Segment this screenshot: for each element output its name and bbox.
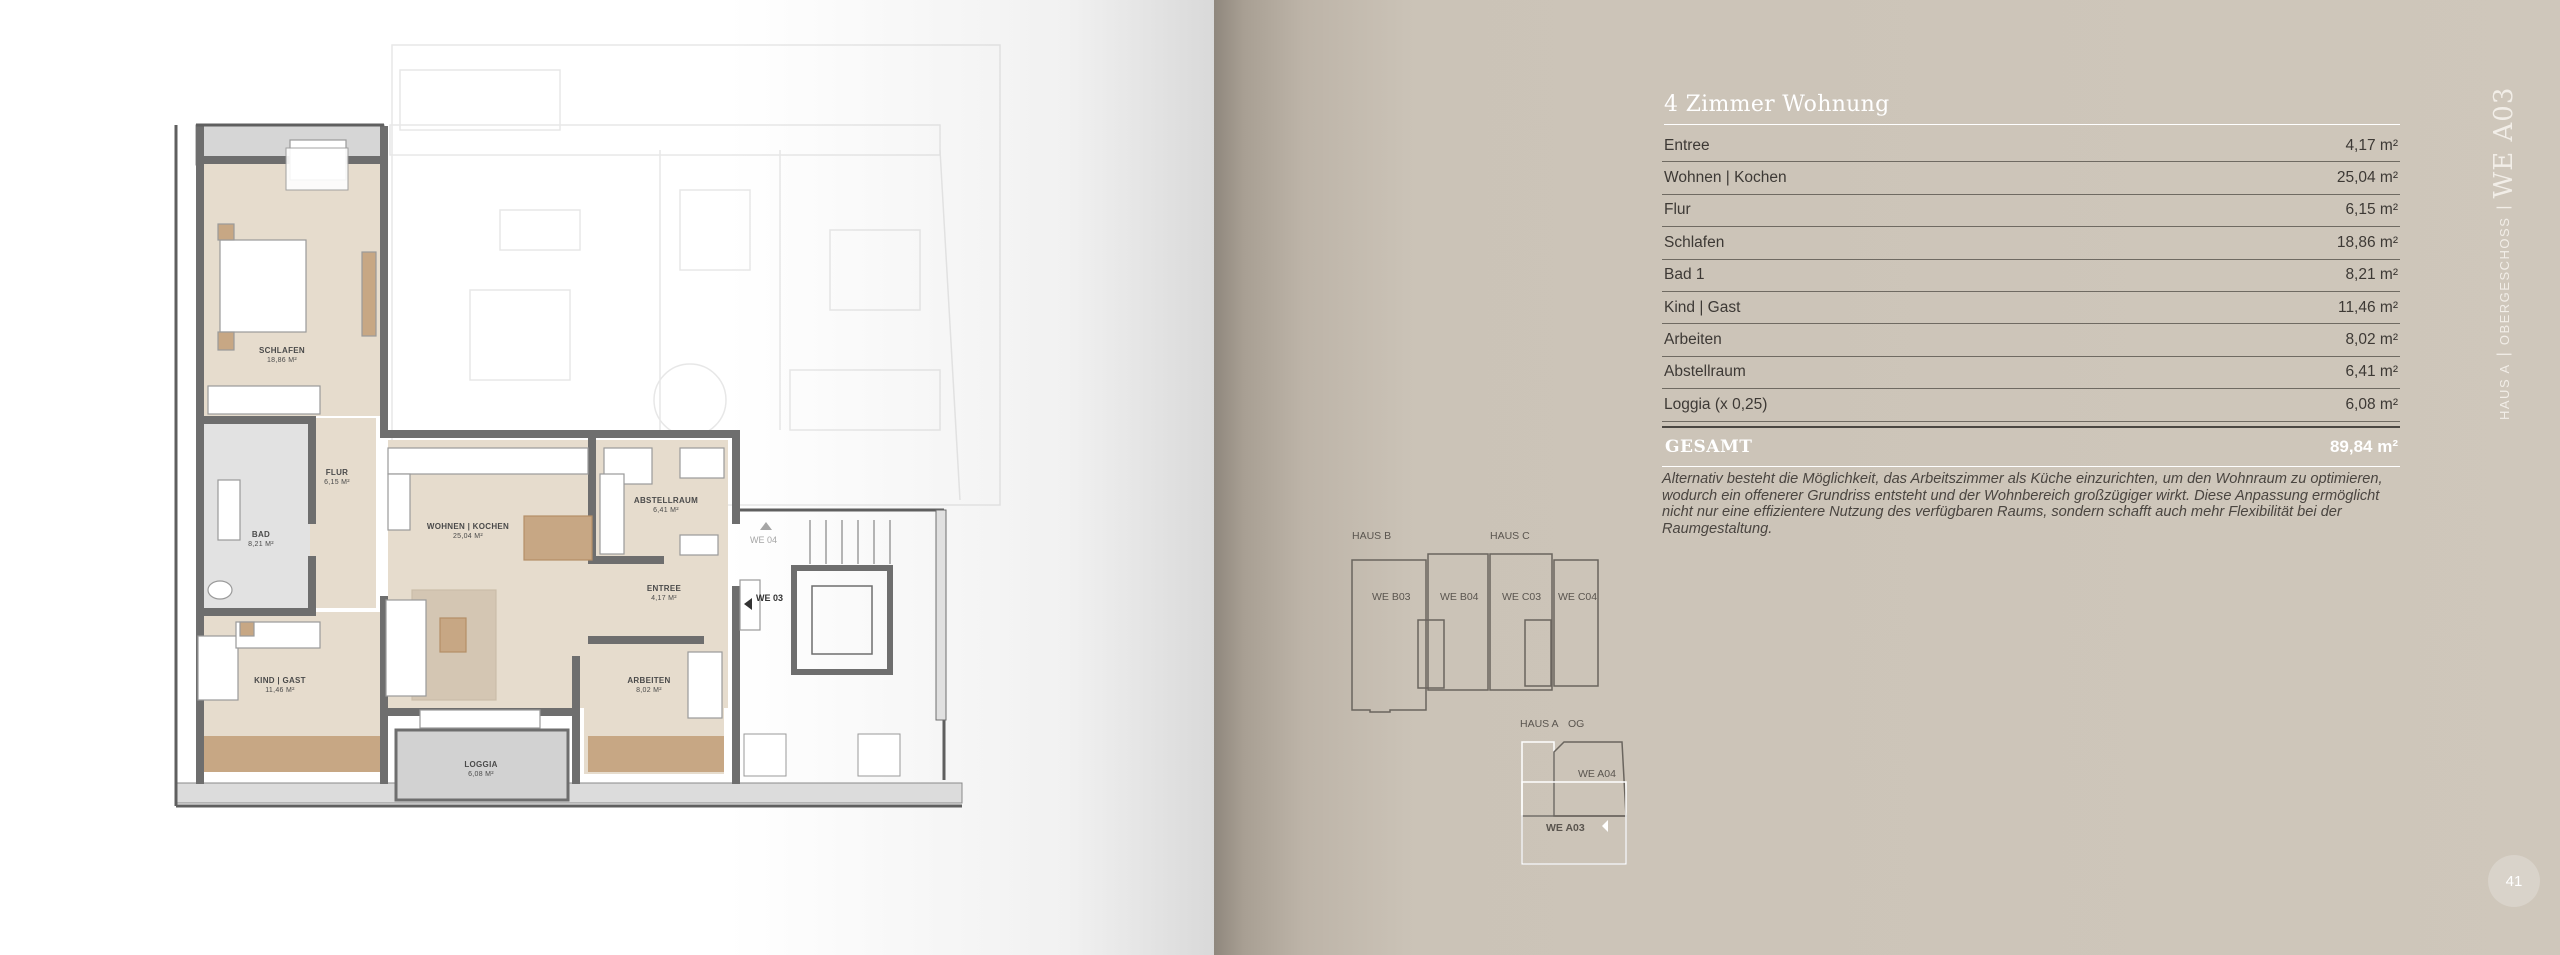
room-name: Entree — [1664, 136, 1710, 154]
keyplan-a04: WE A04 — [1578, 768, 1616, 780]
label-loggia-area: 6,08 M² — [468, 771, 494, 778]
table-row — [1662, 130, 2400, 162]
label-schlafen-area: 18,86 M² — [266, 357, 298, 364]
room-name: Schlafen — [1664, 233, 1725, 251]
table-row — [1662, 292, 2400, 324]
room-area: 25,04 m² — [2336, 169, 2398, 187]
label-abstellraum — [626, 496, 706, 516]
table-row — [1662, 162, 2400, 194]
room-area: 18,86 m² — [2336, 233, 2398, 251]
label-entree — [634, 584, 694, 604]
side-unit: WE A03 — [2489, 86, 2519, 199]
keyplan-haus-c: HAUS C — [1490, 530, 1530, 542]
side-separator-1: | — [2495, 352, 2512, 357]
keyplan-a03: WE A03 — [1546, 822, 1585, 834]
keyplan-c04: WE C04 — [1558, 591, 1598, 603]
keyplan-b04: WE B04 — [1440, 591, 1479, 603]
label-wohnen-name: WOHNEN | KOCHEN — [426, 522, 510, 531]
label-kind-name: KIND | GAST — [254, 676, 306, 685]
room-area: 11,46 m² — [2337, 298, 2398, 316]
table-row — [1662, 389, 2400, 421]
room-name: Flur — [1664, 201, 1691, 219]
keyplan-b03: WE B03 — [1372, 591, 1411, 603]
label-flur-name: FLUR — [325, 468, 349, 477]
room-area: 6,08 m² — [2345, 395, 2398, 413]
label-schlafen — [244, 346, 320, 366]
we04-tag: WE 04 — [750, 535, 778, 545]
table-row — [1662, 227, 2400, 259]
side-separator-2: | — [2495, 205, 2512, 210]
page-number: 41 — [2488, 855, 2540, 907]
keyplan-haus-a: HAUS A — [1520, 718, 1559, 730]
keyplan-building-a — [1522, 742, 1626, 864]
total-row — [1662, 426, 2400, 467]
room-area: 4,17 m² — [2345, 136, 2398, 154]
room-area: 8,21 m² — [2345, 266, 2398, 284]
label-loggia — [446, 760, 516, 780]
label-flur-area: 6,15 M² — [324, 479, 350, 486]
label-abstellraum-area: 6,41 M² — [653, 507, 679, 514]
table-row — [1662, 195, 2400, 227]
left-page — [0, 0, 1214, 955]
side-house: HAUS A — [2496, 363, 2512, 420]
total-label: GESAMT — [1665, 436, 1753, 457]
label-abstellraum-name: ABSTELLRAUM — [633, 496, 699, 505]
key-plan — [1340, 520, 1680, 880]
we04-marker-icon — [760, 522, 772, 530]
apartment-title: 4 Zimmer Wohnung — [1664, 92, 2400, 125]
label-entree-area: 4,17 M² — [651, 595, 677, 602]
label-schlafen-name: SCHLAFEN — [259, 346, 305, 355]
description-text: Alternativ besteht die Möglichkeit, das Arbeitszimmer als Küche einzurichten, um den Wohnraum zu optimieren, wodurch ein offenerer Grundriss entsteht und der Wohnbereich großzügiger wirkt. Diese Anpassung ermöglicht nicht nur eine effizientere Nutzung des verfügbaren Raums, sondern schafft auch mehr Flexibilität bei der Raumgestaltung. — [1662, 471, 2383, 537]
keyplan-a03-arrow-icon — [1602, 820, 1608, 832]
side-label — [2489, 60, 2519, 420]
room-name: Loggia (x 0,25) — [1664, 395, 1768, 413]
label-arbeiten-name: ARBEITEN — [627, 676, 671, 685]
room-area-table — [1662, 130, 2400, 467]
label-arbeiten-area: 8,02 M² — [636, 687, 662, 694]
room-area: 6,41 m² — [2345, 363, 2398, 381]
keyplan-haus-a-floor: OG — [1568, 718, 1585, 730]
label-wohnen-area: 25,04 M² — [452, 533, 484, 540]
total-area: 89,84 m² — [2329, 436, 2398, 456]
label-wohnen — [416, 522, 520, 542]
label-bad — [236, 530, 286, 550]
label-bad-name: BAD — [251, 530, 271, 539]
side-floor: OBERGESCHOSS — [2496, 216, 2512, 346]
label-entree-name: ENTREE — [646, 584, 682, 593]
room-name: Arbeiten — [1664, 331, 1722, 349]
we03-tag: WE 03 — [756, 593, 784, 603]
room-name: Kind | Gast — [1664, 298, 1741, 316]
room-area: 8,02 m² — [2345, 331, 2398, 349]
room-name: Wohnen | Kochen — [1664, 169, 1787, 187]
label-flur — [314, 468, 360, 488]
room-name: Bad 1 — [1664, 266, 1705, 284]
table-row — [1662, 324, 2400, 356]
floor-plan — [0, 0, 1214, 955]
table-row — [1662, 357, 2400, 389]
label-kind — [240, 676, 320, 696]
keyplan-buildings-bc — [1352, 554, 1598, 712]
room-name: Abstellraum — [1664, 363, 1746, 381]
label-kind-area: 11,46 M² — [265, 687, 295, 694]
table-row — [1662, 260, 2400, 292]
stairwell — [794, 510, 946, 720]
label-bad-area: 8,21 M² — [248, 541, 274, 548]
keyplan-c03: WE C03 — [1502, 591, 1542, 603]
keyplan-haus-b: HAUS B — [1352, 530, 1392, 542]
label-arbeiten — [614, 676, 684, 696]
room-area: 6,15 m² — [2345, 201, 2398, 219]
label-loggia-name: LOGGIA — [464, 760, 498, 769]
